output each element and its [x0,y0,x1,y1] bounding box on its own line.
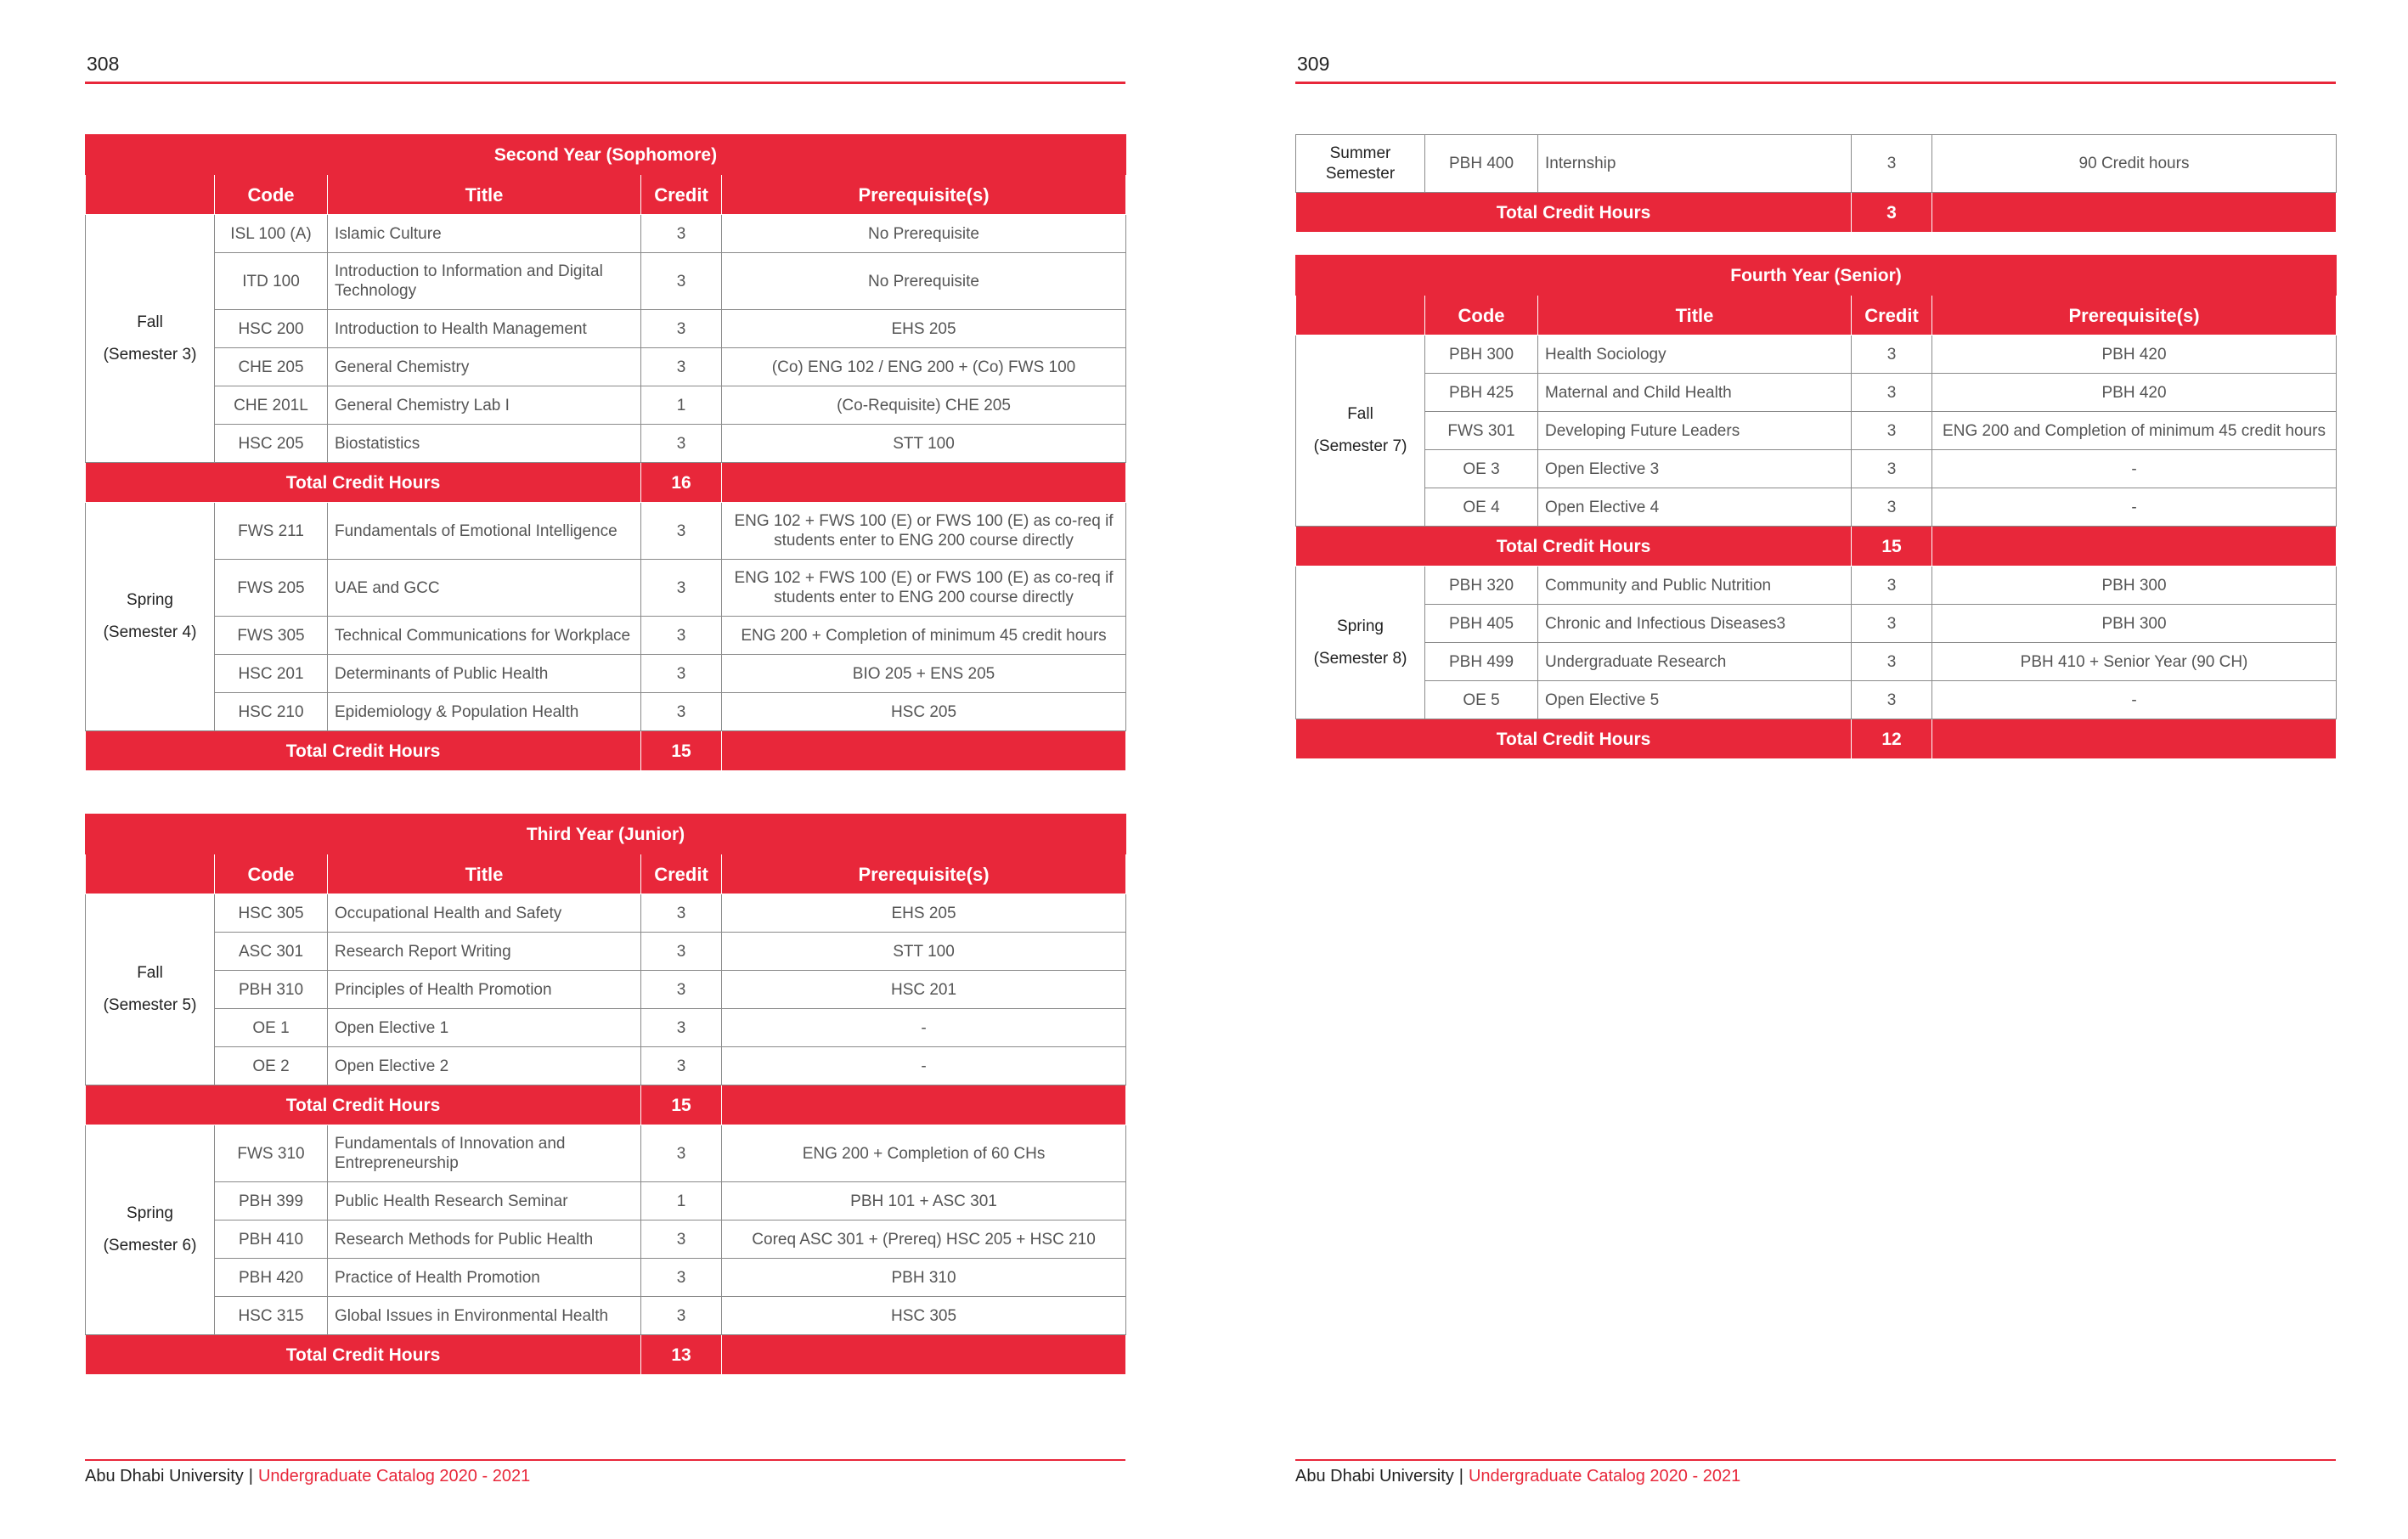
header-credit: Credit [641,175,722,215]
table-row [86,894,1126,933]
course-credit: 3 [1852,450,1932,488]
course-title: Occupational Health and Safety [328,894,641,933]
total-label: Total Credit Hours [86,463,641,503]
total-credits: 16 [641,463,722,503]
table-row [1296,412,2337,450]
header-prereq: Prerequisite(s) [722,854,1126,894]
course-code: CHE 201L [215,386,328,425]
course-code: OE 2 [215,1047,328,1085]
course-prereq: - [1932,681,2337,719]
table-heading: Third Year (Junior) [86,815,1126,854]
table-row [1296,681,2337,719]
table-row [86,971,1126,1009]
course-code: OE 1 [215,1009,328,1047]
course-title: Principles of Health Promotion [328,971,641,1009]
total-label: Total Credit Hours [86,1085,641,1125]
course-credit: 3 [641,1297,722,1335]
table-row [86,1297,1126,1335]
table-row [1296,450,2337,488]
course-title: Maternal and Child Health [1538,374,1852,412]
course-code: FWS 211 [215,503,328,560]
course-code: PBH 400 [1425,135,1538,193]
right-page [1295,0,2336,1539]
course-credit: 3 [641,933,722,971]
header-code: Code [1425,296,1538,335]
course-code: HSC 315 [215,1297,328,1335]
course-code: PBH 499 [1425,643,1538,681]
term-cell: Fall (Semester 5) [86,894,215,1085]
course-credit: 3 [641,425,722,463]
course-title: Technical Communications for Workplace [328,617,641,655]
course-title: Open Elective 2 [328,1047,641,1085]
course-prereq: PBH 300 [1932,605,2337,643]
course-credit: 3 [641,348,722,386]
course-code: FWS 310 [215,1125,328,1182]
course-credit: 3 [641,655,722,693]
footer-separator: | [248,1467,253,1485]
table-row [86,425,1126,463]
course-credit: 3 [1852,605,1932,643]
total-label: Total Credit Hours [86,731,641,771]
course-prereq: EHS 205 [722,894,1126,933]
term-cell: Spring (Semester 8) [1296,567,1425,719]
course-title: Research Report Writing [328,933,641,971]
table-row [86,1259,1126,1297]
total-label: Total Credit Hours [86,1335,641,1375]
course-code: PBH 425 [1425,374,1538,412]
footer-rule [1295,1459,2336,1461]
header-term [86,175,215,215]
course-title: Islamic Culture [328,215,641,253]
course-code: FWS 205 [215,560,328,617]
fourth-year-table [1295,255,2337,759]
course-code: HSC 201 [215,655,328,693]
course-code: PBH 399 [215,1182,328,1220]
course-title: Introduction to Health Management [328,310,641,348]
total-blank [722,1085,1126,1125]
course-prereq: HSC 201 [722,971,1126,1009]
course-prereq: HSC 205 [722,693,1126,731]
course-code: FWS 305 [215,617,328,655]
course-prereq: PBH 420 [1932,374,2337,412]
table-row [1296,335,2337,374]
course-code: OE 4 [1425,488,1538,527]
course-credit: 3 [641,1047,722,1085]
total-blank [1932,527,2337,567]
total-credits: 13 [641,1335,722,1375]
course-prereq: PBH 420 [1932,335,2337,374]
course-credit: 3 [1852,488,1932,527]
course-prereq: ENG 102 + FWS 100 (E) or FWS 100 (E) as co-req if students enter to ENG 200 course directly [722,560,1126,617]
course-prereq: (Co-Requisite) CHE 205 [722,386,1126,425]
table-row [86,1182,1126,1220]
course-credit: 3 [1852,643,1932,681]
course-prereq: PBH 310 [722,1259,1126,1297]
course-code: PBH 310 [215,971,328,1009]
course-code: OE 3 [1425,450,1538,488]
course-title: Global Issues in Environmental Health [328,1297,641,1335]
total-row [1296,719,2337,759]
course-prereq: (Co) ENG 102 / ENG 200 + (Co) FWS 100 [722,348,1126,386]
course-code: PBH 405 [1425,605,1538,643]
total-blank [722,731,1126,771]
third-year-table [85,814,1126,1375]
course-title: Undergraduate Research [1538,643,1852,681]
course-title: Open Elective 4 [1538,488,1852,527]
term-cell: Fall (Semester 3) [86,215,215,463]
course-credit: 1 [641,1182,722,1220]
footer-catalog: Undergraduate Catalog 2020 - 2021 [1468,1467,1741,1485]
table-row [1296,567,2337,605]
course-prereq: - [1932,450,2337,488]
course-prereq: PBH 101 + ASC 301 [722,1182,1126,1220]
table-row [86,655,1126,693]
course-prereq: STT 100 [722,425,1126,463]
course-prereq: No Prerequisite [722,253,1126,310]
course-prereq: STT 100 [722,933,1126,971]
total-credits: 12 [1852,719,1932,759]
course-code: HSC 200 [215,310,328,348]
course-code: FWS 301 [1425,412,1538,450]
course-title: Practice of Health Promotion [328,1259,641,1297]
total-blank [722,463,1126,503]
total-label: Total Credit Hours [1296,193,1852,233]
course-credit: 3 [641,1125,722,1182]
summer-table [1295,134,2337,233]
header-title: Title [328,175,641,215]
course-credit: 3 [641,894,722,933]
course-code: PBH 300 [1425,335,1538,374]
course-prereq: ENG 200 + Completion of minimum 45 credit hours [722,617,1126,655]
course-title: Public Health Research Seminar [328,1182,641,1220]
course-title: Open Elective 3 [1538,450,1852,488]
course-credit: 3 [1852,681,1932,719]
footer-org: Abu Dhabi University [85,1467,244,1485]
course-code: ASC 301 [215,933,328,971]
table-row [1296,488,2337,527]
header-prereq: Prerequisite(s) [1932,296,2337,335]
page-number: 309 [1297,53,1330,75]
course-prereq: No Prerequisite [722,215,1126,253]
total-row [86,1335,1126,1375]
total-blank [722,1335,1126,1375]
table-row [86,253,1126,310]
total-row [1296,527,2337,567]
course-prereq: ENG 200 + Completion of 60 CHs [722,1125,1126,1182]
table-row [86,386,1126,425]
table-heading: Second Year (Sophomore) [86,135,1126,175]
course-title: UAE and GCC [328,560,641,617]
header-term [1296,296,1425,335]
table-row [86,348,1126,386]
footer [1295,1467,1740,1486]
course-code: HSC 205 [215,425,328,463]
course-title: Open Elective 1 [328,1009,641,1047]
course-credit: 3 [641,215,722,253]
course-title: Fundamentals of Innovation and Entrepreneurship [328,1125,641,1182]
course-title: Epidemiology & Population Health [328,693,641,731]
course-code: HSC 305 [215,894,328,933]
course-title: Developing Future Leaders [1538,412,1852,450]
term-cell: Fall (Semester 7) [1296,335,1425,527]
course-credit: 3 [641,971,722,1009]
course-credit: 3 [641,310,722,348]
course-credit: 3 [1852,335,1932,374]
table-row [86,503,1126,560]
total-credits: 15 [641,731,722,771]
course-credit: 3 [641,503,722,560]
table-row [86,1009,1126,1047]
course-credit: 3 [641,253,722,310]
course-title: Introduction to Information and Digital Technology [328,253,641,310]
course-prereq: 90 Credit hours [1932,135,2337,193]
table-row [1296,643,2337,681]
total-credits: 15 [641,1085,722,1125]
header-credit: Credit [1852,296,1932,335]
course-title: General Chemistry Lab I [328,386,641,425]
header-code: Code [215,854,328,894]
header-credit: Credit [641,854,722,894]
course-credit: 3 [641,1009,722,1047]
term-cell: Spring (Semester 4) [86,503,215,731]
course-credit: 3 [1852,412,1932,450]
course-prereq: PBH 300 [1932,567,2337,605]
course-prereq: ENG 102 + FWS 100 (E) or FWS 100 (E) as co-req if students enter to ENG 200 course directly [722,503,1126,560]
footer-org: Abu Dhabi University [1295,1467,1454,1485]
table-heading: Fourth Year (Senior) [1296,256,2337,296]
table-row [86,693,1126,731]
footer-separator: | [1458,1467,1463,1485]
header-title: Title [328,854,641,894]
footer-rule [85,1459,1125,1461]
total-credits: 3 [1852,193,1932,233]
header-rule [1295,82,2336,84]
footer [85,1467,530,1486]
header-prereq: Prerequisite(s) [722,175,1126,215]
second-year-table [85,134,1126,771]
course-title: Chronic and Infectious Diseases3 [1538,605,1852,643]
course-credit: 3 [641,1220,722,1259]
term-cell: Summer Semester [1296,135,1425,193]
course-code: ITD 100 [215,253,328,310]
course-credit: 3 [641,693,722,731]
table-row [86,310,1126,348]
course-prereq: BIO 205 + ENS 205 [722,655,1126,693]
course-code: PBH 320 [1425,567,1538,605]
table-row [86,560,1126,617]
table-row [86,617,1126,655]
total-row [86,463,1126,503]
header-code: Code [215,175,328,215]
total-label: Total Credit Hours [1296,527,1852,567]
total-label: Total Credit Hours [1296,719,1852,759]
course-title: Research Methods for Public Health [328,1220,641,1259]
total-row [86,731,1126,771]
course-title: Internship [1538,135,1852,193]
course-title: Determinants of Public Health [328,655,641,693]
course-prereq: HSC 305 [722,1297,1126,1335]
left-page [85,0,1125,1539]
table-row [1296,374,2337,412]
course-code: PBH 410 [215,1220,328,1259]
course-title: Open Elective 5 [1538,681,1852,719]
footer-catalog: Undergraduate Catalog 2020 - 2021 [257,1467,531,1485]
table-row [86,933,1126,971]
term-cell: Spring (Semester 6) [86,1125,215,1335]
table-row [1296,605,2337,643]
course-credit: 3 [641,617,722,655]
total-row [1296,193,2337,233]
course-prereq: - [1932,488,2337,527]
total-row [86,1085,1126,1125]
course-credit: 3 [1852,374,1932,412]
course-title: Biostatistics [328,425,641,463]
course-credit: 1 [641,386,722,425]
course-code: OE 5 [1425,681,1538,719]
table-row [86,215,1126,253]
header-term [86,854,215,894]
course-prereq: PBH 410 + Senior Year (90 CH) [1932,643,2337,681]
course-code: PBH 420 [215,1259,328,1297]
course-credit: 3 [641,560,722,617]
course-credit: 3 [641,1259,722,1297]
course-prereq: ENG 200 and Completion of minimum 45 credit hours [1932,412,2337,450]
course-code: HSC 210 [215,693,328,731]
table-row [86,1125,1126,1182]
total-credits: 15 [1852,527,1932,567]
table-row [86,1047,1126,1085]
header-rule [85,82,1125,84]
total-blank [1932,719,2337,759]
course-credit: 3 [1852,567,1932,605]
course-code: ISL 100 (A) [215,215,328,253]
course-title: General Chemistry [328,348,641,386]
page-number: 308 [87,53,120,75]
header-title: Title [1538,296,1852,335]
table-row [1296,135,2337,193]
course-prereq: - [722,1009,1126,1047]
total-blank [1932,193,2337,233]
course-prereq: - [722,1047,1126,1085]
course-title: Community and Public Nutrition [1538,567,1852,605]
course-credit: 3 [1852,135,1932,193]
course-prereq: EHS 205 [722,310,1126,348]
course-title: Fundamentals of Emotional Intelligence [328,503,641,560]
course-title: Health Sociology [1538,335,1852,374]
table-row [86,1220,1126,1259]
course-code: CHE 205 [215,348,328,386]
course-prereq: Coreq ASC 301 + (Prereq) HSC 205 + HSC 210 [722,1220,1126,1259]
